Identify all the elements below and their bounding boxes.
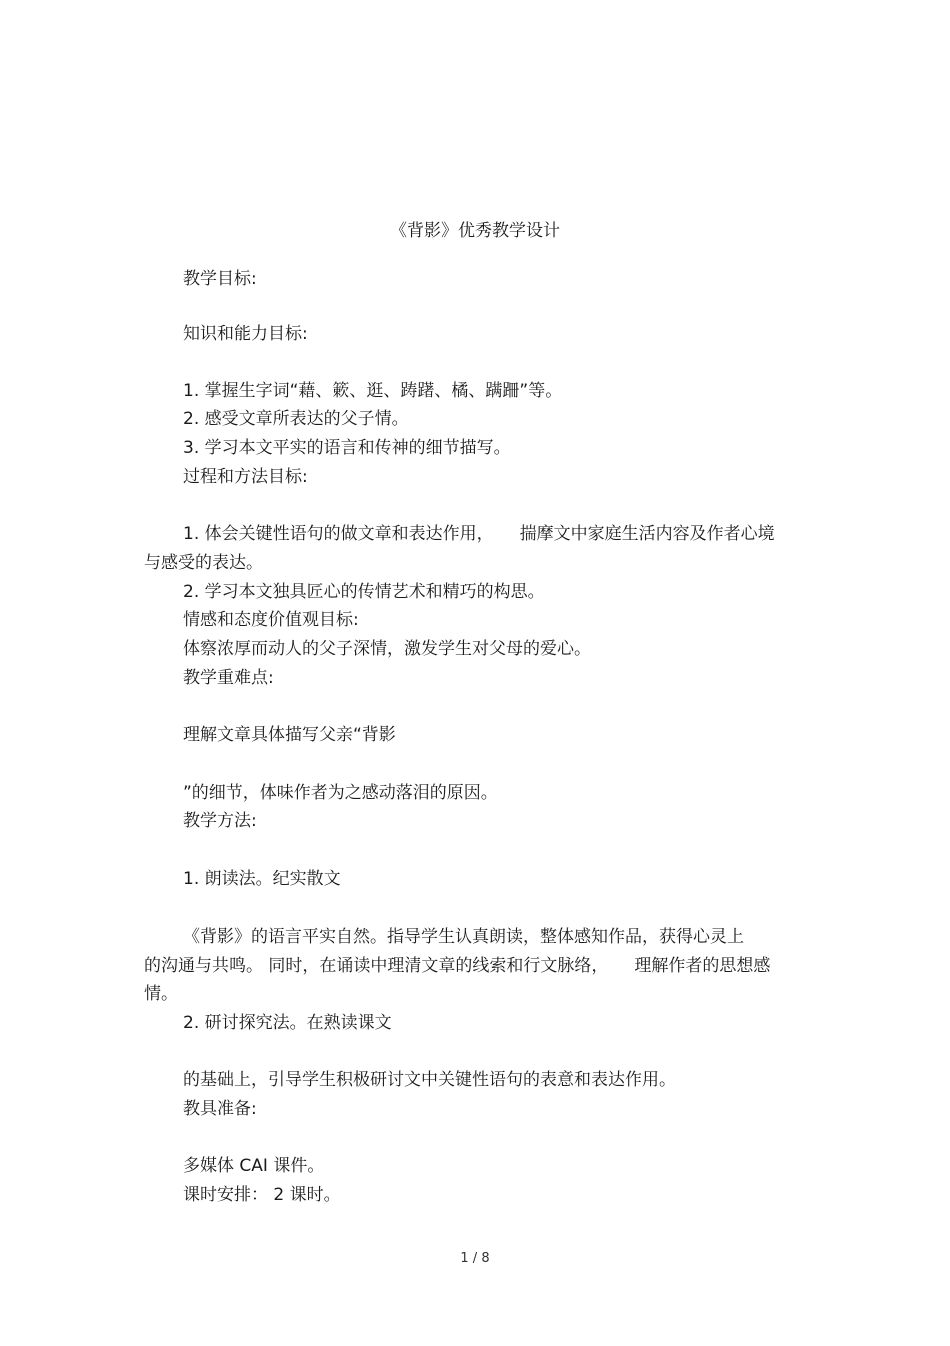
- key-point-text-continued: ”的细节，体味作者为之感动落泪的原因。: [183, 783, 498, 803]
- emotion-goal-text: 体察浓厚而动人的父子深情，激发学生对父母的爱心。: [183, 639, 591, 659]
- method-item-1-text: 《背影》的语言平实自然。指导学生认真朗读，整体感知作品，获得心灵上: [183, 927, 744, 947]
- process-item-2: 2. 学习本文独具匠心的传情艺术和精巧的构思。: [183, 582, 545, 602]
- document-title: 《背影》优秀教学设计: [390, 221, 560, 241]
- method-item-2: 2. 研讨探究法。在熟读课文: [183, 1013, 392, 1033]
- method-item-2-text: 的基础上，引导学生积极研讨文中关键性语句的表意和表达作用。: [183, 1070, 676, 1090]
- heading-process-method-goals: 过程和方法目标:: [183, 467, 308, 487]
- process-item-1-part-b: 揣摩文中家庭生活内容及作者心境: [519, 524, 775, 544]
- heading-knowledge-ability-goals: 知识和能力目标:: [183, 324, 308, 344]
- method-item-1-continued-part-b: 理解作者的思想感: [634, 956, 771, 976]
- heading-emotion-values-goals: 情感和态度价值观目标:: [183, 610, 359, 630]
- heading-teaching-goals: 教学目标:: [183, 269, 257, 289]
- page-number: 1 / 8: [460, 1251, 490, 1266]
- process-item-1-part-a: 1. 体会关键性语句的做文章和表达作用，: [183, 524, 494, 544]
- key-point-text: 理解文章具体描写父亲“背影: [183, 725, 396, 745]
- heading-teaching-aids: 教具准备:: [183, 1099, 257, 1119]
- process-item-1-continued: 与感受的表达。: [144, 553, 263, 573]
- goal-item-3: 3. 学习本文平实的语言和传神的细节描写。: [183, 438, 511, 458]
- method-item-1-end: 情。: [144, 984, 178, 1004]
- method-item-1-continued-part-a: 的沟通与共鸣。 同时，在诵读中理清文章的线索和行文脉络，: [144, 956, 609, 976]
- heading-teaching-methods: 教学方法:: [183, 811, 257, 831]
- teaching-aids-text: 多媒体 CAI 课件。: [183, 1156, 325, 1176]
- process-item-1: [183, 522, 775, 546]
- goal-item-2: 2. 感受文章所表达的父子情。: [183, 409, 409, 429]
- class-hours-text: 课时安排： 2 课时。: [183, 1185, 341, 1205]
- method-item-1-continued: [144, 954, 770, 978]
- method-item-1: 1. 朗读法。纪实散文: [183, 869, 341, 889]
- heading-key-difficult-points: 教学重难点:: [183, 668, 274, 688]
- goal-item-1: 1. 掌握生字词“藉、簌、逛、踌躇、橘、蹒跚”等。: [183, 381, 563, 401]
